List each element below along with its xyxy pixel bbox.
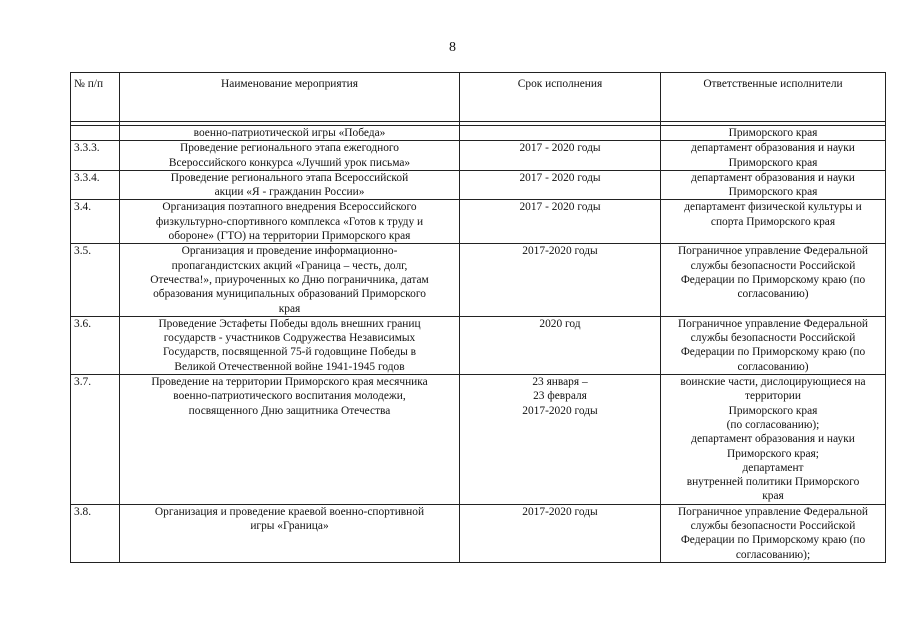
event-term-cell	[460, 375, 661, 505]
table-row	[71, 141, 886, 171]
event-responsible-line: департамент	[742, 461, 804, 474]
event-responsible-line: края	[762, 490, 784, 503]
event-responsible-line: департамент образования и науки	[691, 433, 855, 446]
event-name-cell	[120, 170, 460, 200]
event-name-line: акции «Я - гражданин России»	[214, 186, 365, 199]
row-number: 3.6.	[71, 316, 120, 374]
event-responsible-line: согласованию)	[737, 360, 809, 373]
event-responsible-line: согласованию);	[735, 548, 811, 561]
event-name-line: Организация и проведение информационно-	[181, 245, 398, 258]
row-number: 3.5.	[71, 244, 120, 316]
table-row	[71, 126, 886, 141]
row-number: 3.3.3.	[71, 141, 120, 171]
event-responsible-line: Приморского края	[728, 404, 818, 417]
event-responsible-cell	[661, 126, 886, 141]
event-name-cell	[120, 126, 460, 141]
event-term-cell	[460, 200, 661, 244]
event-term-line: 2017-2020 годы	[522, 505, 598, 518]
event-responsible-line: территории	[745, 390, 801, 403]
event-responsible-cell	[661, 316, 886, 374]
event-responsible-line: Приморского края	[728, 186, 818, 199]
event-responsible-line: службы безопасности Российской	[690, 332, 856, 345]
event-term-line: 2017 - 2020 годы	[519, 201, 601, 214]
event-name-line: государств - участников Содружества Независимых	[163, 332, 416, 345]
row-number: 3.7.	[71, 375, 120, 505]
event-responsible-line: Приморского края;	[727, 447, 819, 460]
row-number	[71, 126, 120, 141]
event-term-cell	[460, 141, 661, 171]
header-resp: Ответственные исполнители	[661, 73, 886, 122]
event-name-line: Всероссийского конкурса «Лучший урок письма»	[168, 156, 411, 169]
event-term-cell	[460, 126, 661, 141]
row-number: 3.3.4.	[71, 170, 120, 200]
event-responsible-line: Приморского края	[728, 156, 818, 169]
page-number: 8	[449, 40, 456, 55]
event-responsible-line: согласованию)	[737, 288, 809, 301]
event-responsible-line: Пограничное управление Федеральной	[677, 317, 869, 330]
event-name-cell	[120, 141, 460, 171]
event-responsible-line: департамент физической культуры и	[684, 201, 862, 214]
event-name-line: образования муниципальных образований Приморского	[153, 288, 426, 301]
event-name-line: Проведение регионального этапа ежегодного	[179, 142, 399, 155]
header-term: Срок исполнения	[460, 73, 661, 122]
header-num: № п/п	[71, 73, 120, 122]
event-name-line: Организация и проведение краевой военно-спортивной	[154, 505, 425, 518]
event-name-line: игры «Граница»	[250, 520, 329, 533]
event-responsible-line: Пограничное управление Федеральной	[677, 505, 869, 518]
event-name-line: Организация поэтапного внедрения Всероссийского	[162, 201, 417, 214]
event-responsible-line: спорта Приморского края	[710, 215, 836, 228]
event-name-line: Государств, посвященной 75-й годовщине Победы в	[162, 346, 417, 359]
event-name-line: Великой Отечественной войне 1941-1945 годов	[174, 360, 405, 373]
table-row	[71, 375, 886, 505]
event-responsible-cell	[661, 244, 886, 316]
event-responsible-cell	[661, 504, 886, 562]
header-row	[71, 73, 886, 122]
event-responsible-line: службы безопасности Российской	[690, 259, 856, 272]
event-name-line: края	[278, 302, 301, 315]
event-term-cell	[460, 170, 661, 200]
event-term-line: 2017-2020 годы	[522, 245, 598, 258]
table-row	[71, 504, 886, 562]
event-term-line: 2017 - 2020 годы	[519, 171, 601, 184]
event-responsible-line: воинские части, дислоцирующиеся на	[680, 376, 866, 389]
event-term-line: 23 февраля	[533, 390, 587, 403]
event-name-line: пропагандистских акций «Граница – честь, долг,	[171, 259, 408, 272]
event-term-line: 2020 год	[539, 317, 581, 330]
event-name-line: военно-патриотического воспитания молодежи,	[173, 390, 406, 403]
event-name-line: обороне» (ГТО) на территории Приморского края	[168, 230, 411, 243]
event-responsible-line: департамент образования и науки	[691, 171, 855, 184]
table-row	[71, 316, 886, 374]
event-responsible-line: Федерации по Приморскому краю (по	[680, 346, 866, 359]
event-responsible-line: Приморского края	[728, 127, 818, 139]
event-name-line: Отечества!», приуроченных ко Дню пограничника, датам	[150, 273, 429, 286]
event-term-cell	[460, 316, 661, 374]
event-name-line: посвященного Дню защитника Отечества	[188, 404, 391, 417]
event-responsible-cell	[661, 141, 886, 171]
event-responsible-cell	[661, 375, 886, 505]
event-responsible-line: (по согласованию);	[726, 418, 820, 431]
event-responsible-line: службы безопасности Российской	[690, 520, 856, 533]
row-number: 3.4.	[71, 200, 120, 244]
table-row	[71, 200, 886, 244]
event-responsible-cell	[661, 200, 886, 244]
event-name-cell	[120, 504, 460, 562]
event-responsible-line: Федерации по Приморскому краю (по	[680, 534, 866, 547]
event-name-cell	[120, 375, 460, 505]
event-name-line: военно-патриотической игры «Победа»	[193, 127, 386, 139]
table-row	[71, 244, 886, 316]
event-term-cell	[460, 244, 661, 316]
event-term-line: 2017-2020 годы	[522, 404, 598, 417]
table-row	[71, 170, 886, 200]
event-name-cell	[120, 244, 460, 316]
event-term-line: 23 января –	[532, 376, 588, 389]
event-term-line: 2017 - 2020 годы	[519, 142, 601, 155]
event-name-cell	[120, 200, 460, 244]
event-responsible-line: Федерации по Приморскому краю (по	[680, 273, 866, 286]
event-name-line: Проведение Эстафеты Победы вдоль внешних границ	[158, 317, 421, 330]
event-name-line: физкультурно-спортивного комплекса «Готов к труду и	[155, 215, 424, 228]
row-number: 3.8.	[71, 504, 120, 562]
event-responsible-cell	[661, 170, 886, 200]
event-name-line: Проведение на территории Приморского края месячника	[151, 376, 428, 389]
header-name: Наименование мероприятия	[120, 73, 460, 122]
event-name-cell	[120, 316, 460, 374]
event-responsible-line: внутренней политики Приморского	[686, 476, 860, 489]
table-body	[71, 122, 886, 563]
event-responsible-line: Пограничное управление Федеральной	[677, 245, 869, 258]
event-responsible-line: департамент образования и науки	[691, 142, 855, 155]
event-name-line: Проведение регионального этапа Всероссийской	[170, 171, 409, 184]
event-term-cell	[460, 504, 661, 562]
events-table	[70, 72, 886, 563]
